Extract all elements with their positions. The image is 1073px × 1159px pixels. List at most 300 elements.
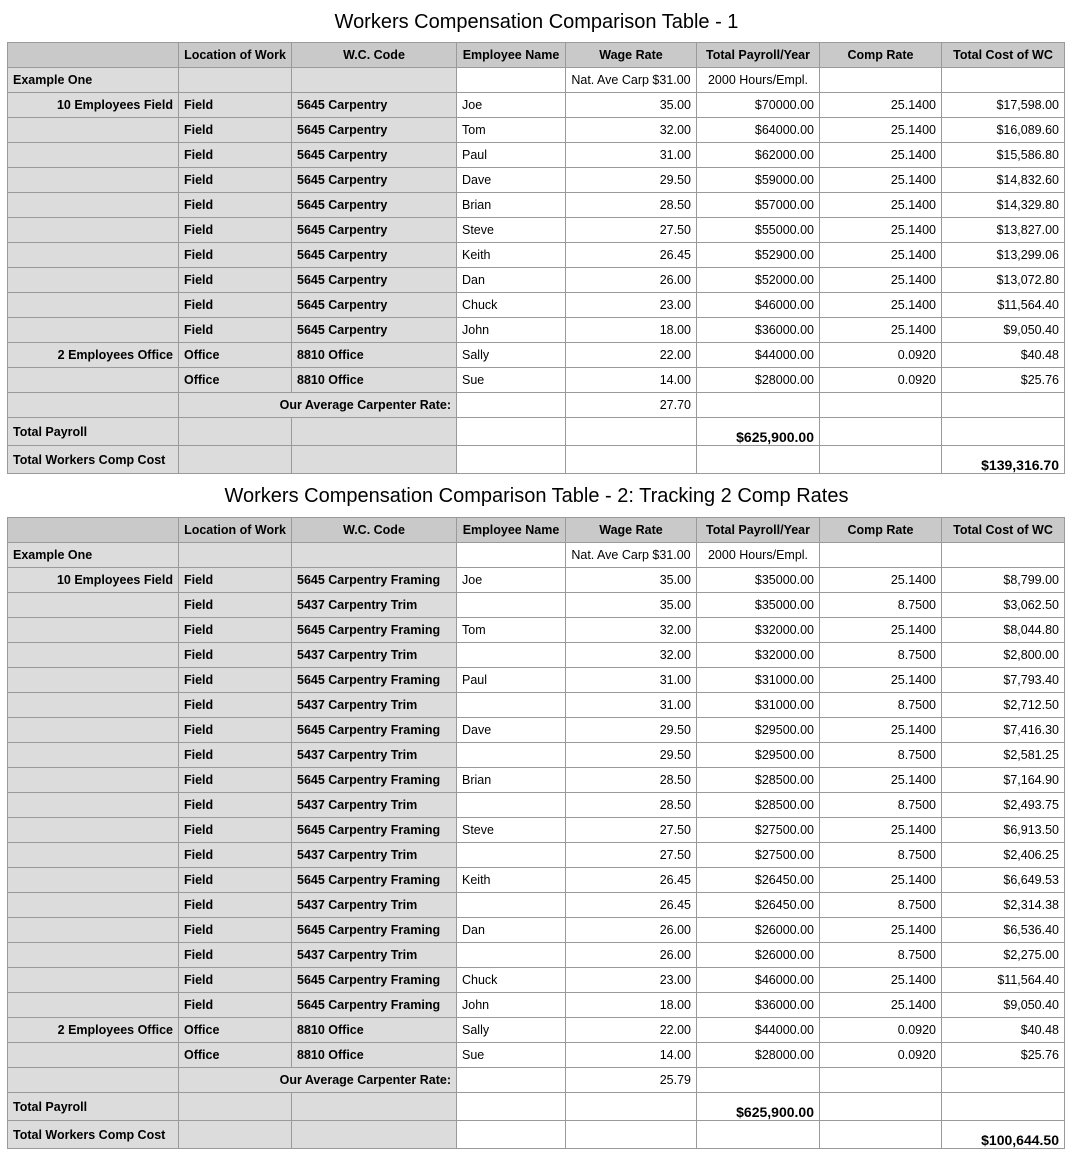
- wc-cost-cell: $7,164.90: [942, 768, 1065, 793]
- empty-cell: [942, 393, 1065, 418]
- employee-name-cell: Steve: [457, 218, 566, 243]
- empty-cell: [697, 1068, 820, 1093]
- empty-cell: [942, 1068, 1065, 1093]
- wc-cost-cell: $25.76: [942, 1043, 1065, 1068]
- employee-name-cell: Chuck: [457, 293, 566, 318]
- comp-rate-cell: 25.1400: [820, 968, 942, 993]
- table-row: [8, 268, 1065, 293]
- location-cell: Field: [179, 268, 292, 293]
- payroll-cell: $26000.00: [697, 943, 820, 968]
- total-payroll-label: Total Payroll: [8, 1093, 179, 1121]
- wc-code-cell: 8810 Office: [292, 343, 457, 368]
- wc-code-cell: 5645 Carpentry Framing: [292, 993, 457, 1018]
- empty-cell: [566, 418, 697, 446]
- wc-code-cell: 5645 Carpentry Framing: [292, 568, 457, 593]
- wage-rate-cell: 26.45: [566, 893, 697, 918]
- comp-rate-cell: 25.1400: [820, 918, 942, 943]
- average-value: 27.70: [566, 393, 697, 418]
- wc-code-cell: 8810 Office: [292, 1018, 457, 1043]
- wc-code-cell: 5645 Carpentry: [292, 268, 457, 293]
- table-row: [8, 593, 1065, 618]
- comp-rate-cell: 8.7500: [820, 893, 942, 918]
- empty-cell: [697, 393, 820, 418]
- column-header: W.C. Code: [292, 43, 457, 68]
- wc-cost-cell: $11,564.40: [942, 293, 1065, 318]
- wc-cost-cell: $6,913.50: [942, 818, 1065, 843]
- table-row: [8, 293, 1065, 318]
- employee-name-cell: Chuck: [457, 968, 566, 993]
- wc-code-cell: 5437 Carpentry Trim: [292, 593, 457, 618]
- column-header: [8, 518, 179, 543]
- wc-code-cell: 5437 Carpentry Trim: [292, 943, 457, 968]
- employee-name-cell: John: [457, 318, 566, 343]
- employee-name-cell: [457, 893, 566, 918]
- table-row: [8, 668, 1065, 693]
- group-label: [8, 143, 179, 168]
- empty-cell: [942, 543, 1065, 568]
- table-row: [8, 818, 1065, 843]
- payroll-cell: $26450.00: [697, 868, 820, 893]
- wage-rate-cell: 28.50: [566, 193, 697, 218]
- empty-cell: [942, 68, 1065, 93]
- payroll-cell: $46000.00: [697, 293, 820, 318]
- location-cell: Field: [179, 118, 292, 143]
- comp-rate-cell: 8.7500: [820, 793, 942, 818]
- table-row: [8, 1043, 1065, 1068]
- wage-rate-cell: 27.50: [566, 218, 697, 243]
- wc-code-cell: 5645 Carpentry: [292, 243, 457, 268]
- wc-cost-cell: $11,564.40: [942, 968, 1065, 993]
- wage-rate-cell: 23.00: [566, 968, 697, 993]
- empty-cell: [697, 1121, 820, 1149]
- employee-name-cell: John: [457, 993, 566, 1018]
- column-header: Employee Name: [457, 43, 566, 68]
- wc-cost-cell: $17,598.00: [942, 93, 1065, 118]
- empty-cell: [820, 446, 942, 474]
- wc-code-cell: 5645 Carpentry Framing: [292, 968, 457, 993]
- wc-cost-cell: $9,050.40: [942, 993, 1065, 1018]
- location-cell: Field: [179, 793, 292, 818]
- group-label: [8, 868, 179, 893]
- comp-rate-cell: 25.1400: [820, 268, 942, 293]
- wc-code-cell: 5645 Carpentry: [292, 143, 457, 168]
- group-label: [8, 993, 179, 1018]
- group-label: 10 Employees Field: [8, 568, 179, 593]
- group-label: [8, 893, 179, 918]
- comp-rate-cell: 8.7500: [820, 693, 942, 718]
- payroll-cell: $28000.00: [697, 1043, 820, 1068]
- wc-code-cell: 5645 Carpentry Framing: [292, 668, 457, 693]
- comp-rate-cell: 25.1400: [820, 143, 942, 168]
- wc-cost-cell: $2,314.38: [942, 893, 1065, 918]
- wc-code-cell: 5645 Carpentry: [292, 193, 457, 218]
- wc-cost-cell: $14,329.80: [942, 193, 1065, 218]
- example-wage: Nat. Ave Carp $31.00: [566, 68, 697, 93]
- payroll-cell: $28000.00: [697, 368, 820, 393]
- employee-name-cell: Dan: [457, 268, 566, 293]
- comp-rate-cell: 8.7500: [820, 943, 942, 968]
- group-label: [8, 193, 179, 218]
- employee-name-cell: [457, 593, 566, 618]
- table-row: [8, 93, 1065, 118]
- total-wc-value: $139,316.70: [942, 446, 1065, 474]
- payroll-cell: $31000.00: [697, 693, 820, 718]
- wc-code-cell: 5645 Carpentry: [292, 293, 457, 318]
- wc-cost-cell: $7,793.40: [942, 668, 1065, 693]
- group-label: [8, 843, 179, 868]
- payroll-cell: $64000.00: [697, 118, 820, 143]
- wc-code-cell: 5437 Carpentry Trim: [292, 793, 457, 818]
- location-cell: Field: [179, 618, 292, 643]
- location-cell: Office: [179, 1043, 292, 1068]
- empty-cell: [697, 446, 820, 474]
- table-row: [8, 968, 1065, 993]
- empty-cell: [457, 1093, 566, 1121]
- comp-rate-cell: 0.0920: [820, 343, 942, 368]
- empty-cell: [820, 418, 942, 446]
- empty-cell: [292, 543, 457, 568]
- wage-rate-cell: 35.00: [566, 593, 697, 618]
- location-cell: Field: [179, 243, 292, 268]
- wc-cost-cell: $2,581.25: [942, 743, 1065, 768]
- table-row: [8, 993, 1065, 1018]
- header-row: [8, 518, 1065, 543]
- table-title: Workers Compensation Comparison Table - 1: [334, 11, 739, 33]
- wc-code-cell: 5645 Carpentry Framing: [292, 818, 457, 843]
- group-label: [8, 768, 179, 793]
- empty-cell: [292, 68, 457, 93]
- group-label: 2 Employees Office: [8, 343, 179, 368]
- column-header: Comp Rate: [820, 43, 942, 68]
- wc-code-cell: 5645 Carpentry: [292, 118, 457, 143]
- table-row: [8, 318, 1065, 343]
- total-payroll-label: Total Payroll: [8, 418, 179, 446]
- employee-name-cell: Keith: [457, 243, 566, 268]
- empty-cell: [457, 418, 566, 446]
- wage-rate-cell: 18.00: [566, 993, 697, 1018]
- comp-rate-cell: 25.1400: [820, 243, 942, 268]
- example-row: [8, 68, 1065, 93]
- empty-cell: [179, 446, 292, 474]
- wage-rate-cell: 27.50: [566, 843, 697, 868]
- average-row: [8, 393, 1065, 418]
- table-title: Workers Compensation Comparison Table - 2: Tracking 2 Comp Rates: [224, 485, 849, 507]
- wc-cost-cell: $13,072.80: [942, 268, 1065, 293]
- group-label: [8, 593, 179, 618]
- empty-cell: [179, 1121, 292, 1149]
- empty-cell: [820, 393, 942, 418]
- comp-rate-cell: 25.1400: [820, 668, 942, 693]
- wc-cost-cell: $25.76: [942, 368, 1065, 393]
- location-cell: Field: [179, 943, 292, 968]
- table-row: [8, 693, 1065, 718]
- example-wage: Nat. Ave Carp $31.00: [566, 543, 697, 568]
- group-label: [8, 743, 179, 768]
- wc-cost-cell: $7,416.30: [942, 718, 1065, 743]
- location-cell: Office: [179, 343, 292, 368]
- wc-code-cell: 5645 Carpentry Framing: [292, 918, 457, 943]
- wc-cost-cell: $2,712.50: [942, 693, 1065, 718]
- employee-name-cell: [457, 643, 566, 668]
- empty-cell: [820, 1093, 942, 1121]
- example-row: [8, 543, 1065, 568]
- location-cell: Field: [179, 218, 292, 243]
- comp-rate-cell: 25.1400: [820, 993, 942, 1018]
- column-header: [8, 43, 179, 68]
- empty-cell: [820, 1068, 942, 1093]
- table-row: [8, 143, 1065, 168]
- empty-cell: [457, 393, 566, 418]
- location-cell: Field: [179, 993, 292, 1018]
- empty-cell: [457, 543, 566, 568]
- payroll-cell: $52900.00: [697, 243, 820, 268]
- empty-cell: [179, 1093, 292, 1121]
- employee-name-cell: [457, 743, 566, 768]
- group-label: [8, 643, 179, 668]
- table-row: [8, 643, 1065, 668]
- wage-rate-cell: 31.00: [566, 143, 697, 168]
- column-header: Total Payroll/Year: [697, 518, 820, 543]
- column-header: Location of Work: [179, 518, 292, 543]
- comp-rate-cell: 25.1400: [820, 293, 942, 318]
- empty-cell: [292, 418, 457, 446]
- total-payroll-value: $625,900.00: [697, 418, 820, 446]
- payroll-cell: $35000.00: [697, 568, 820, 593]
- table-row: [8, 1018, 1065, 1043]
- payroll-cell: $27500.00: [697, 818, 820, 843]
- wage-rate-cell: 29.50: [566, 718, 697, 743]
- table-row: [8, 743, 1065, 768]
- location-cell: Field: [179, 893, 292, 918]
- comp-rate-cell: 25.1400: [820, 568, 942, 593]
- average-label: Our Average Carpenter Rate:: [179, 1068, 457, 1093]
- wage-rate-cell: 27.50: [566, 818, 697, 843]
- comp-rate-cell: 25.1400: [820, 118, 942, 143]
- empty-cell: [292, 446, 457, 474]
- payroll-cell: $35000.00: [697, 593, 820, 618]
- location-cell: Field: [179, 668, 292, 693]
- group-label: [8, 818, 179, 843]
- location-cell: Field: [179, 643, 292, 668]
- employee-name-cell: Sally: [457, 1018, 566, 1043]
- empty-cell: [457, 446, 566, 474]
- total-wc-row: [8, 446, 1065, 474]
- group-label: [8, 368, 179, 393]
- average-label: Our Average Carpenter Rate:: [179, 393, 457, 418]
- group-label: [8, 718, 179, 743]
- wage-rate-cell: 29.50: [566, 743, 697, 768]
- wage-rate-cell: 28.50: [566, 793, 697, 818]
- group-label: [8, 918, 179, 943]
- table-row: [8, 843, 1065, 868]
- comp-rate-cell: 8.7500: [820, 743, 942, 768]
- table-row: [8, 793, 1065, 818]
- wage-rate-cell: 28.50: [566, 768, 697, 793]
- group-label: [8, 1043, 179, 1068]
- wc-code-cell: 5437 Carpentry Trim: [292, 843, 457, 868]
- wc-code-cell: 5645 Carpentry: [292, 93, 457, 118]
- total-payroll-value: $625,900.00: [697, 1093, 820, 1121]
- location-cell: Field: [179, 293, 292, 318]
- header-row: [8, 43, 1065, 68]
- example-payroll: 2000 Hours/Empl.: [697, 68, 820, 93]
- payroll-cell: $46000.00: [697, 968, 820, 993]
- employee-name-cell: Keith: [457, 868, 566, 893]
- location-cell: Field: [179, 768, 292, 793]
- location-cell: Office: [179, 1018, 292, 1043]
- wage-rate-cell: 32.00: [566, 618, 697, 643]
- wc-cost-cell: $40.48: [942, 343, 1065, 368]
- wc-cost-cell: $2,800.00: [942, 643, 1065, 668]
- total-payroll-row: [8, 1093, 1065, 1121]
- employee-name-cell: Brian: [457, 193, 566, 218]
- wc-cost-cell: $9,050.40: [942, 318, 1065, 343]
- comp-rate-cell: 0.0920: [820, 1018, 942, 1043]
- table-row: [8, 943, 1065, 968]
- employee-name-cell: Tom: [457, 118, 566, 143]
- employee-name-cell: [457, 793, 566, 818]
- location-cell: Field: [179, 693, 292, 718]
- table-row: [8, 768, 1065, 793]
- employee-name-cell: [457, 843, 566, 868]
- location-cell: Field: [179, 868, 292, 893]
- wc-code-cell: 5645 Carpentry Framing: [292, 868, 457, 893]
- table-row: [8, 343, 1065, 368]
- location-cell: Field: [179, 918, 292, 943]
- column-header: Wage Rate: [566, 43, 697, 68]
- table-row: [8, 618, 1065, 643]
- employee-name-cell: Joe: [457, 93, 566, 118]
- location-cell: Field: [179, 843, 292, 868]
- comp-rate-cell: 25.1400: [820, 318, 942, 343]
- wc-cost-cell: $15,586.80: [942, 143, 1065, 168]
- empty-cell: [8, 393, 179, 418]
- wage-rate-cell: 26.00: [566, 943, 697, 968]
- wage-rate-cell: 35.00: [566, 568, 697, 593]
- payroll-cell: $52000.00: [697, 268, 820, 293]
- wc-cost-cell: $8,044.80: [942, 618, 1065, 643]
- average-row: [8, 1068, 1065, 1093]
- total-payroll-row: [8, 418, 1065, 446]
- column-header: Comp Rate: [820, 518, 942, 543]
- total-wc-value: $100,644.50: [942, 1121, 1065, 1149]
- employee-name-cell: Paul: [457, 668, 566, 693]
- wc-code-cell: 5437 Carpentry Trim: [292, 893, 457, 918]
- wc-code-cell: 5645 Carpentry Framing: [292, 718, 457, 743]
- group-label: 2 Employees Office: [8, 1018, 179, 1043]
- example-label: Example One: [8, 543, 179, 568]
- table-row: [8, 118, 1065, 143]
- table-row: [8, 718, 1065, 743]
- wage-rate-cell: 14.00: [566, 1043, 697, 1068]
- payroll-cell: $26000.00: [697, 918, 820, 943]
- wc-cost-cell: $13,299.06: [942, 243, 1065, 268]
- wc-code-cell: 5645 Carpentry: [292, 168, 457, 193]
- total-wc-label: Total Workers Comp Cost: [8, 1121, 179, 1149]
- example-payroll: 2000 Hours/Empl.: [697, 543, 820, 568]
- employee-name-cell: Dave: [457, 718, 566, 743]
- comp-rate-cell: 0.0920: [820, 1043, 942, 1068]
- wc-code-cell: 5645 Carpentry Framing: [292, 768, 457, 793]
- comp-rate-cell: 25.1400: [820, 168, 942, 193]
- employee-name-cell: [457, 693, 566, 718]
- location-cell: Field: [179, 568, 292, 593]
- payroll-cell: $62000.00: [697, 143, 820, 168]
- empty-cell: [179, 418, 292, 446]
- comparison-table: [7, 42, 1065, 474]
- group-label: [8, 793, 179, 818]
- wage-rate-cell: 26.00: [566, 268, 697, 293]
- comp-rate-cell: 0.0920: [820, 368, 942, 393]
- wc-cost-cell: $14,832.60: [942, 168, 1065, 193]
- table-row: [8, 168, 1065, 193]
- group-label: [8, 318, 179, 343]
- group-label: [8, 943, 179, 968]
- employee-name-cell: Paul: [457, 143, 566, 168]
- empty-cell: [457, 68, 566, 93]
- wc-cost-cell: $6,649.53: [942, 868, 1065, 893]
- wage-rate-cell: 26.00: [566, 918, 697, 943]
- table-row: [8, 868, 1065, 893]
- wage-rate-cell: 32.00: [566, 643, 697, 668]
- wc-cost-cell: $8,799.00: [942, 568, 1065, 593]
- empty-cell: [942, 418, 1065, 446]
- comp-rate-cell: 8.7500: [820, 593, 942, 618]
- empty-cell: [566, 1093, 697, 1121]
- group-label: [8, 968, 179, 993]
- payroll-cell: $36000.00: [697, 318, 820, 343]
- wc-code-cell: 8810 Office: [292, 368, 457, 393]
- wage-rate-cell: 14.00: [566, 368, 697, 393]
- group-label: [8, 293, 179, 318]
- empty-cell: [566, 446, 697, 474]
- average-value: 25.79: [566, 1068, 697, 1093]
- empty-cell: [820, 543, 942, 568]
- payroll-cell: $27500.00: [697, 843, 820, 868]
- payroll-cell: $44000.00: [697, 1018, 820, 1043]
- empty-cell: [179, 543, 292, 568]
- group-label: [8, 693, 179, 718]
- wage-rate-cell: 26.45: [566, 868, 697, 893]
- wage-rate-cell: 23.00: [566, 293, 697, 318]
- location-cell: Field: [179, 743, 292, 768]
- location-cell: Field: [179, 718, 292, 743]
- group-label: [8, 618, 179, 643]
- employee-name-cell: Brian: [457, 768, 566, 793]
- column-header: W.C. Code: [292, 518, 457, 543]
- employee-name-cell: Sue: [457, 368, 566, 393]
- comp-rate-cell: 25.1400: [820, 818, 942, 843]
- wage-rate-cell: 22.00: [566, 1018, 697, 1043]
- wage-rate-cell: 22.00: [566, 343, 697, 368]
- empty-cell: [566, 1121, 697, 1149]
- empty-cell: [457, 1068, 566, 1093]
- payroll-cell: $70000.00: [697, 93, 820, 118]
- payroll-cell: $59000.00: [697, 168, 820, 193]
- location-cell: Field: [179, 143, 292, 168]
- comp-rate-cell: 25.1400: [820, 218, 942, 243]
- wage-rate-cell: 31.00: [566, 693, 697, 718]
- comp-rate-cell: 8.7500: [820, 843, 942, 868]
- wage-rate-cell: 26.45: [566, 243, 697, 268]
- table-row: [8, 243, 1065, 268]
- location-cell: Field: [179, 168, 292, 193]
- location-cell: Field: [179, 318, 292, 343]
- wc-cost-cell: $2,275.00: [942, 943, 1065, 968]
- wage-rate-cell: 18.00: [566, 318, 697, 343]
- group-label: [8, 168, 179, 193]
- payroll-cell: $32000.00: [697, 643, 820, 668]
